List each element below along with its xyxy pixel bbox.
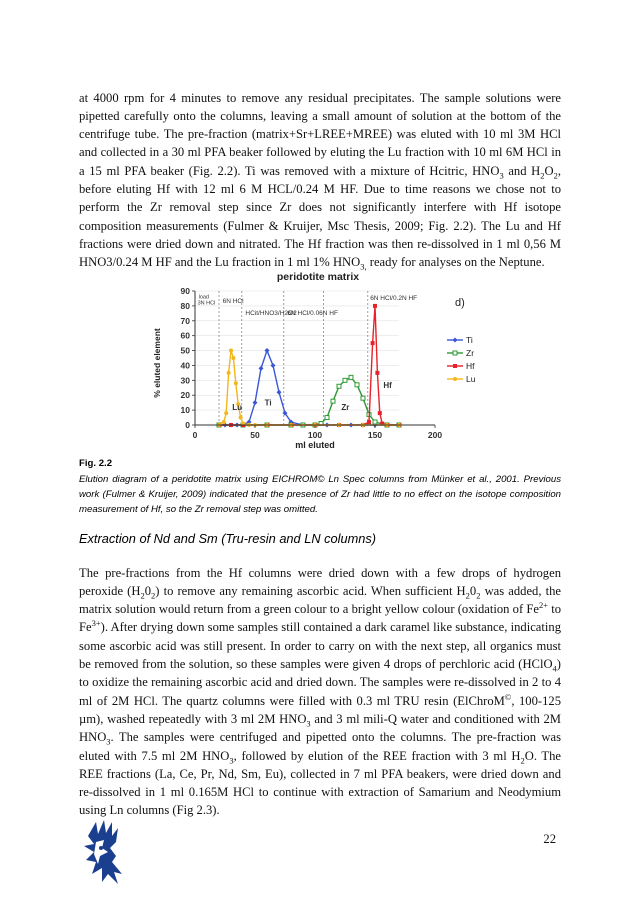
- data-point: [265, 348, 270, 353]
- x-tick-label: 100: [307, 430, 323, 440]
- section-heading: Extraction of Nd and Sm (Tru-resin and LN columns): [79, 531, 377, 546]
- chart-legend: [447, 335, 476, 384]
- series-lu: [217, 349, 401, 427]
- elution-chart-svg: [150, 268, 490, 450]
- series-ti: [217, 348, 402, 427]
- elution-chart: [150, 268, 490, 450]
- data-point: [227, 371, 231, 375]
- data-point: [224, 411, 228, 415]
- stage-label: 6N HCl/0.06N HF: [287, 309, 338, 317]
- x-tick-label: 150: [367, 430, 383, 440]
- data-point: [375, 371, 379, 375]
- peak-label: Zr: [341, 403, 350, 413]
- legend-label: Zr: [466, 348, 475, 358]
- data-point: [271, 363, 276, 368]
- peak-label: Hf: [383, 380, 392, 390]
- data-point: [234, 381, 238, 385]
- data-point: [239, 416, 243, 420]
- data-point: [371, 341, 375, 345]
- series-line: [219, 377, 399, 425]
- legend-label: Hf: [466, 361, 475, 371]
- y-tick-label: 40: [180, 360, 190, 371]
- data-point: [253, 400, 258, 405]
- legend-label: Ti: [466, 335, 473, 345]
- data-point: [355, 383, 359, 387]
- data-point: [343, 378, 347, 382]
- paragraph-sample-loading: at 4000 rpm for 4 minutes to remove any residual precipitates. The sample solutions were pipetted carefully onto the columns, leaving a small amount of solution at the bottom of the centrifuge tube. The pre-fraction (matrix+Sr+LREE+MREE) was eluted with 10 ml 3M HCl and collected in a 30 ml PFA beaker followed by eluting the Lu fraction with 10 ml 6M HCl in a 15 ml PFA beaker (Fig. 2.2). Ti was removed with a mixture of Hcitric, $HNO_3$ and $H_2O_2$, before eluting Hf with 12 ml 6 M HCL/0.24 M HF. Due to time reasons we chose not to perform the Zr removal step since Zr does not significantly interfere with Hf isotope composition measurements (Fulmer & Kruijer, Msc Thesis, 2009; Fig. 2.2). The Lu and Hf fractions were dried down and nitrated. The Hf fraction was then re-dissolved in 1 ml 0,56 M HNO3/0.24 M HF and the Lu fraction in 1 ml 1% $HNO_{3,}$ ready for analyses on the Neptune.: [79, 90, 561, 272]
- y-tick-label: 30: [180, 375, 190, 386]
- series-zr: [217, 375, 401, 427]
- chart-title: peridotite matrix: [276, 271, 360, 283]
- data-point: [222, 420, 226, 424]
- peak-label: Lu: [232, 403, 242, 413]
- legend-marker: [453, 364, 457, 368]
- panel-label: d): [455, 297, 465, 309]
- paragraph-nd-sm-extraction: The pre-fractions from the Hf columns were dried down with a few drops of hydrogen peroxide $(H_20_2)$ to remove any remaining ascorbic acid. When sufficient $H_20_2$ was added, the matrix solution would return from a green colour to a bright yellow colour (oxidation of $Fe^{2+}$ to $Fe^{3+}$). After drying down some samples still contained a dark caramel like substance, indicating some ascorbic acid was still present. In order to carry on with the next step, all organics must be removed from the solution, so these samples were given 4 drops of perchloric acid (HClO$_4$) to oxidize the remaining ascorbic acid and dried down. The samples were re-dissolved in 2 to 4 ml of 2M HCl. The quartz columns were filled with 0.3 ml TRU resin (ElChroM©, 100-125 µm), washed repeatedly with 3 ml 2M $HNO_3$ and 3 ml mili-Q water and conditioned with 2M $HNO_3$. The samples were centrifuged and pipetted onto the columns. The pre-fraction was eluted with 7.5 ml 2M $HNO_3$, followed by elution of the REE fraction with 3 ml $H_2O$. The REE fractions (La, Ce, Pr, Nd, Sm, Eu), collected in 7 ml PFA beakers, were dried down and re-dissolved in 1 ml 0.165M HCl to continue with extraction of Samarium and Neodymium using Ln columns (Fig 2.3).: [79, 565, 562, 818]
- data-point: [367, 420, 371, 424]
- data-point: [229, 349, 233, 353]
- data-point: [325, 416, 329, 420]
- y-tick-label: 20: [180, 390, 190, 401]
- figure-caption: Elution diagram of a peridotite matrix using EICHROM© Ln Spec columns from Münker et al., 2001. Previous work (Fulmer & Kruijer, 2009) indicated that the presence of Zr had little to no effect on the isotope composition measurement of Hf, so the Zr removal step was omitted.: [79, 474, 561, 515]
- university-griffin-logo: [82, 818, 134, 888]
- x-tick-label: 200: [427, 430, 443, 440]
- stage-label: 6N HCl/0.2N HF: [370, 294, 418, 302]
- data-point: [331, 399, 335, 403]
- data-point: [337, 384, 341, 388]
- legend-marker: [453, 377, 457, 381]
- data-point: [373, 304, 377, 308]
- y-tick-label: 10: [180, 405, 190, 416]
- y-tick-label: 60: [180, 330, 190, 341]
- stage-label: load: [198, 294, 210, 301]
- stage-label: HCit/HNO3/H2O2: [245, 309, 297, 317]
- legend-marker: [453, 351, 457, 355]
- data-point: [361, 396, 365, 400]
- legend-marker: [453, 338, 458, 343]
- legend-label: Lu: [466, 374, 476, 384]
- y-tick-label: 0: [185, 420, 190, 430]
- data-point: [349, 375, 353, 379]
- data-point: [373, 420, 377, 424]
- data-point: [277, 390, 282, 395]
- y-tick-label: 50: [180, 345, 190, 356]
- y-tick-label: 70: [180, 315, 190, 326]
- data-point: [231, 356, 235, 360]
- peak-label: Ti: [264, 398, 272, 408]
- y-tick-label: 90: [180, 286, 190, 296]
- stage-label: 3N HCl: [197, 300, 216, 307]
- x-tick-label: 50: [250, 430, 260, 440]
- page-number: 22: [543, 832, 556, 846]
- y-axis-label: % eluted element: [152, 328, 162, 398]
- x-axis-label: ml eluted: [295, 440, 335, 450]
- figure-label: Fig. 2.2: [79, 458, 113, 469]
- stage-label: 6N HCl: [222, 297, 244, 305]
- y-tick-label: 80: [180, 300, 190, 311]
- x-tick-label: 0: [192, 430, 198, 440]
- data-point: [259, 366, 264, 371]
- data-point: [378, 411, 382, 415]
